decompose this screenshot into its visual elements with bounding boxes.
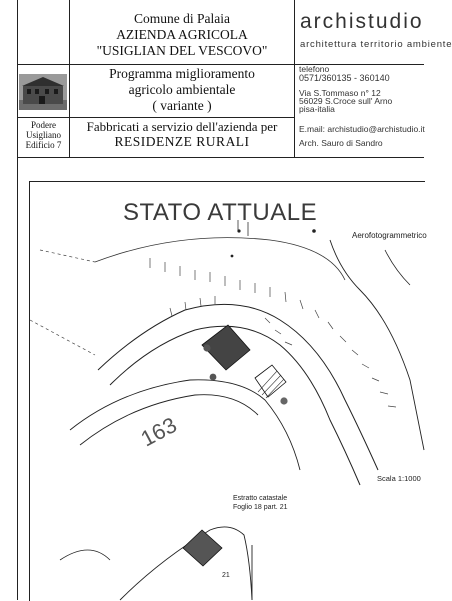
programma-line-2: agricolo ambientale xyxy=(128,82,236,97)
podere-line-2: Usigliano xyxy=(26,130,61,140)
drawing-title: STATO ATTUALE xyxy=(123,199,318,226)
fabbricati-text: Fabbricati a servizio dell'azienda per xyxy=(86,119,278,134)
studio-subtitle: architettura territorio ambiente xyxy=(300,39,452,50)
telefono-label: telefono xyxy=(299,64,330,74)
edificio-line: Edificio 7 xyxy=(25,140,62,150)
estratto-line-2: Foglio 18 part. 21 xyxy=(233,504,288,511)
aerofoto-label: Aerofotogrammetrico xyxy=(352,231,427,240)
telefono-number: 0571/360135 - 360140 xyxy=(299,73,390,83)
farmhouse-photo xyxy=(19,74,67,110)
frame-divider-right xyxy=(294,0,295,157)
email-text: E.mail: archistudio@archistudio.it xyxy=(299,124,425,134)
map-parcel-number: 163 xyxy=(136,412,181,452)
address-line-2: 56029 S.Croce sull' Arno xyxy=(299,96,393,106)
frame-row-line-3 xyxy=(17,157,424,158)
estratto-line-1: Estratto catastale xyxy=(233,495,288,502)
architect-text: Arch. Sauro di Sandro xyxy=(299,138,383,148)
variante-text: ( variante ) xyxy=(152,98,212,113)
azienda-name-text: "USIGLIAN DEL VESCOVO" xyxy=(96,43,268,58)
podere-line-1: Podere xyxy=(31,120,56,130)
residenze-text: RESIDENZE RURALI xyxy=(114,134,250,149)
address-line-1: Via S.Tommaso n° 12 xyxy=(299,88,381,98)
comune-text: Comune di Palaia xyxy=(134,11,230,26)
azienda-text: AZIENDA AGRICOLA xyxy=(116,27,248,42)
studio-name: archistudio xyxy=(300,10,424,33)
scale-label: Scala 1:1000 xyxy=(377,474,421,483)
frame-left-border xyxy=(17,0,18,600)
site-map xyxy=(29,181,424,600)
podere-label xyxy=(17,120,70,150)
address-line-3: pisa-italia xyxy=(299,104,335,114)
programma-line-1: Programma miglioramento xyxy=(109,66,255,81)
parcel-label: 21 xyxy=(222,572,230,579)
frame-row-line-2 xyxy=(17,117,294,118)
frame-row-line-1 xyxy=(17,64,424,65)
